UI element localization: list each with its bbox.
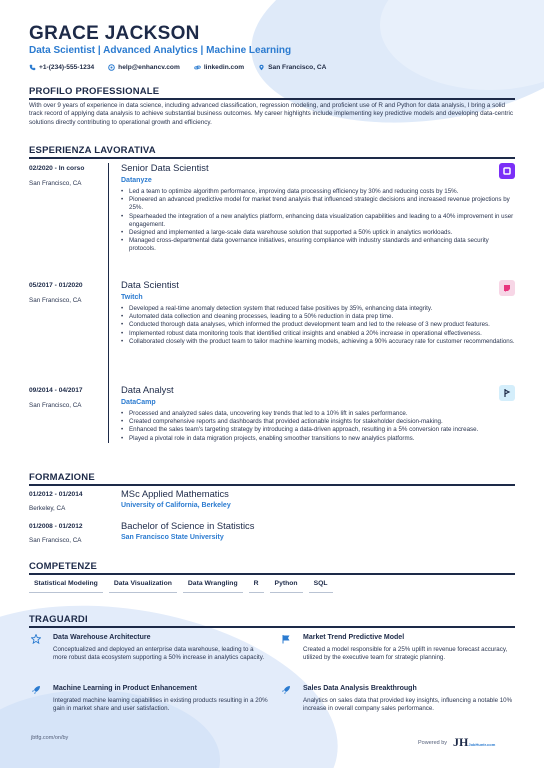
edu-school[interactable]: San Francisco State University bbox=[121, 534, 224, 541]
section-divider bbox=[29, 626, 515, 628]
email-text: help@enhancv.com bbox=[118, 64, 180, 71]
achievement-title: Sales Data Analysis Breakthrough bbox=[303, 685, 417, 692]
twitch-logo-icon bbox=[499, 280, 515, 296]
list-item: • Conducted thorough data analyses, which informed the product development team and led to the release of 3 new product features. bbox=[121, 321, 515, 329]
section-title-education: FORMAZIONE bbox=[29, 472, 95, 483]
section-title-skills: COMPETENZE bbox=[29, 561, 97, 572]
location-text: San Francisco, CA bbox=[268, 64, 327, 71]
skills-list bbox=[29, 578, 333, 593]
skill-tag: Statistical Modeling bbox=[29, 578, 103, 593]
timeline-line bbox=[108, 163, 109, 443]
list-item: • Led a team to optimize algorithm performance, improving data processing efficiency by 30% and reducing costs by 15%. bbox=[121, 188, 515, 196]
list-item: • Spearheaded the integration of a new analytics platform, enhancing data visualization capabilities and leading to a 40% improvement in user engagement. bbox=[121, 213, 515, 229]
job-bullets bbox=[121, 188, 515, 254]
list-item: • Created comprehensive reports and dashboards that provided actionable insights for stakeholder decision-making. bbox=[121, 418, 515, 426]
achievement-title: Market Trend Predictive Model bbox=[303, 634, 405, 641]
linkedin-text: linkedin.com bbox=[203, 64, 245, 71]
list-item: • Implemented robust data monitoring tools that identified critical insights and enabled a 20% increase in operational effectiveness. bbox=[121, 330, 515, 338]
job-bullets bbox=[121, 305, 515, 346]
footer-branding bbox=[418, 735, 495, 750]
job-company[interactable]: Twitch bbox=[121, 294, 143, 301]
section-title-achievements: TRAGUARDI bbox=[29, 614, 88, 625]
list-item: • Processed and analyzed sales data, uncovering key trends that led to a 10% lift in sales performance. bbox=[121, 410, 515, 418]
phone-icon bbox=[29, 64, 36, 71]
contact-linkedin[interactable] bbox=[194, 64, 244, 71]
link-icon bbox=[194, 64, 201, 71]
section-divider bbox=[29, 484, 515, 486]
flag-icon bbox=[281, 634, 291, 644]
job-role: Senior Data Scientist bbox=[121, 162, 209, 173]
list-item: • Played a pivotal role in data migration projects, enabling smoother transitions to new analytics platforms. bbox=[121, 435, 515, 443]
skill-tag: Data Visualization bbox=[109, 578, 177, 593]
brand-logo[interactable] bbox=[453, 735, 495, 750]
section-divider bbox=[29, 98, 515, 100]
job-location: San Francisco, CA bbox=[29, 297, 82, 304]
job-date: 09/2014 - 04/2017 bbox=[29, 387, 83, 394]
job-location: San Francisco, CA bbox=[29, 180, 82, 187]
list-item: • Developed a real-time anomaly detection system that reduced false positives by 35%, enhancing data integrity. bbox=[121, 305, 515, 313]
edu-degree: Bachelor of Science in Statistics bbox=[121, 520, 255, 531]
edu-date: 01/2012 - 01/2014 bbox=[29, 491, 83, 498]
location-pin-icon bbox=[258, 64, 265, 71]
job-date: 05/2017 - 01/2020 bbox=[29, 282, 83, 289]
section-divider bbox=[29, 573, 515, 575]
achievement-desc: Integrated machine learning capabilities in existing products resulting in a 20% gain in market share and user satisfaction. bbox=[53, 697, 268, 713]
achievement-title: Data Warehouse Architecture bbox=[53, 634, 151, 641]
edu-location: San Francisco, CA bbox=[29, 537, 82, 544]
at-icon bbox=[108, 64, 115, 71]
achievement-desc: Conceptualized and deployed an enterprise data warehouse, leading to a more robust data ecosystem supporting a 50% increase in analytics capacity. bbox=[53, 646, 265, 662]
contact-bar bbox=[29, 64, 326, 71]
contact-email[interactable] bbox=[108, 64, 180, 71]
datacamp-logo-icon bbox=[499, 385, 515, 401]
job-company[interactable]: Datanyze bbox=[121, 177, 152, 184]
edu-degree: MSc Applied Mathematics bbox=[121, 488, 229, 499]
star-icon bbox=[31, 634, 41, 644]
edu-school[interactable]: University of California, Berkeley bbox=[121, 502, 231, 509]
square-logo-icon bbox=[502, 166, 512, 176]
powered-by-label: Powered by bbox=[418, 739, 448, 746]
section-divider bbox=[29, 157, 515, 159]
chat-logo-icon bbox=[502, 283, 512, 293]
flag-logo-icon bbox=[502, 388, 512, 398]
skill-tag: Data Wrangling bbox=[183, 578, 243, 593]
brand-small-text: JobHuntr.com bbox=[468, 742, 496, 747]
job-company[interactable]: DataCamp bbox=[121, 399, 156, 406]
candidate-subtitle: Data Scientist | Advanced Analytics | Machine Learning bbox=[29, 45, 292, 56]
candidate-name: GRACE JACKSON bbox=[29, 23, 200, 44]
section-title-summary: PROFILO PROFESSIONALE bbox=[29, 86, 160, 97]
footer-url[interactable]: jbtfg.com/on/by bbox=[31, 735, 69, 741]
rocket-icon bbox=[281, 685, 291, 695]
edu-date: 01/2008 - 01/2012 bbox=[29, 523, 83, 530]
rocket-icon bbox=[31, 685, 41, 695]
achievement-title: Machine Learning in Product Enhancement bbox=[53, 685, 197, 692]
job-role: Data Analyst bbox=[121, 384, 174, 395]
list-item: • Pioneered an advanced predictive model for market trend analysis that influenced strategic decisions and increased revenue projections by 25%. bbox=[121, 196, 515, 212]
list-item: • Collaborated closely with the product team to tailor machine learning models, achieving a 90% accuracy rate for customer recommendations. bbox=[121, 338, 515, 346]
achievement-desc: Analytics on sales data that provided key insights, influencing a notable 10% increase in overall company sales performance. bbox=[303, 697, 513, 713]
skill-tag: Python bbox=[270, 578, 303, 593]
section-title-experience: ESPERIENZA LAVORATIVA bbox=[29, 145, 156, 156]
job-role: Data Scientist bbox=[121, 279, 179, 290]
job-location: San Francisco, CA bbox=[29, 402, 82, 409]
contact-phone[interactable] bbox=[29, 64, 94, 71]
edu-location: Berkeley, CA bbox=[29, 505, 66, 512]
skill-tag: SQL bbox=[309, 578, 333, 593]
skill-tag: R bbox=[249, 578, 264, 593]
job-date: 02/2020 - In corso bbox=[29, 165, 85, 172]
achievement-desc: Created a model responsible for a 25% uplift in revenue forecast accuracy, utilized by the executive team for strategic planning. bbox=[303, 646, 508, 662]
brand-mark: JH bbox=[453, 735, 469, 749]
contact-location bbox=[258, 64, 326, 71]
phone-text: +1-(234)-555-1234 bbox=[39, 64, 95, 71]
list-item: • Managed cross-departmental data governance initiatives, ensuring compliance with industry standards and enhancing data security protocols. bbox=[121, 237, 515, 253]
list-item: • Designed and implemented a large-scale data warehouse solution that supported a 50% uptick in analytics workloads. bbox=[121, 229, 515, 237]
list-item: • Enhanced the sales team's targeting strategy by introducing a data-driven approach, resulting in a 5% conversion rate increase. bbox=[121, 426, 515, 434]
list-item: • Automated data collection and cleaning processes, leading to a 50% reduction in data prep time. bbox=[121, 313, 515, 321]
datanyze-logo-icon bbox=[499, 163, 515, 179]
job-bullets bbox=[121, 410, 515, 443]
summary-text: With over 9 years of experience in data science, including advanced classification, regression modeling, and proficient use of R and Python for data analysis, I bring a solid track record of applying data analysis to achieve substantial business outcomes. My career highlights include implementing key predictive models and developing data-centric solutions directly contributing to operational growth and efficiency. bbox=[29, 102, 514, 126]
